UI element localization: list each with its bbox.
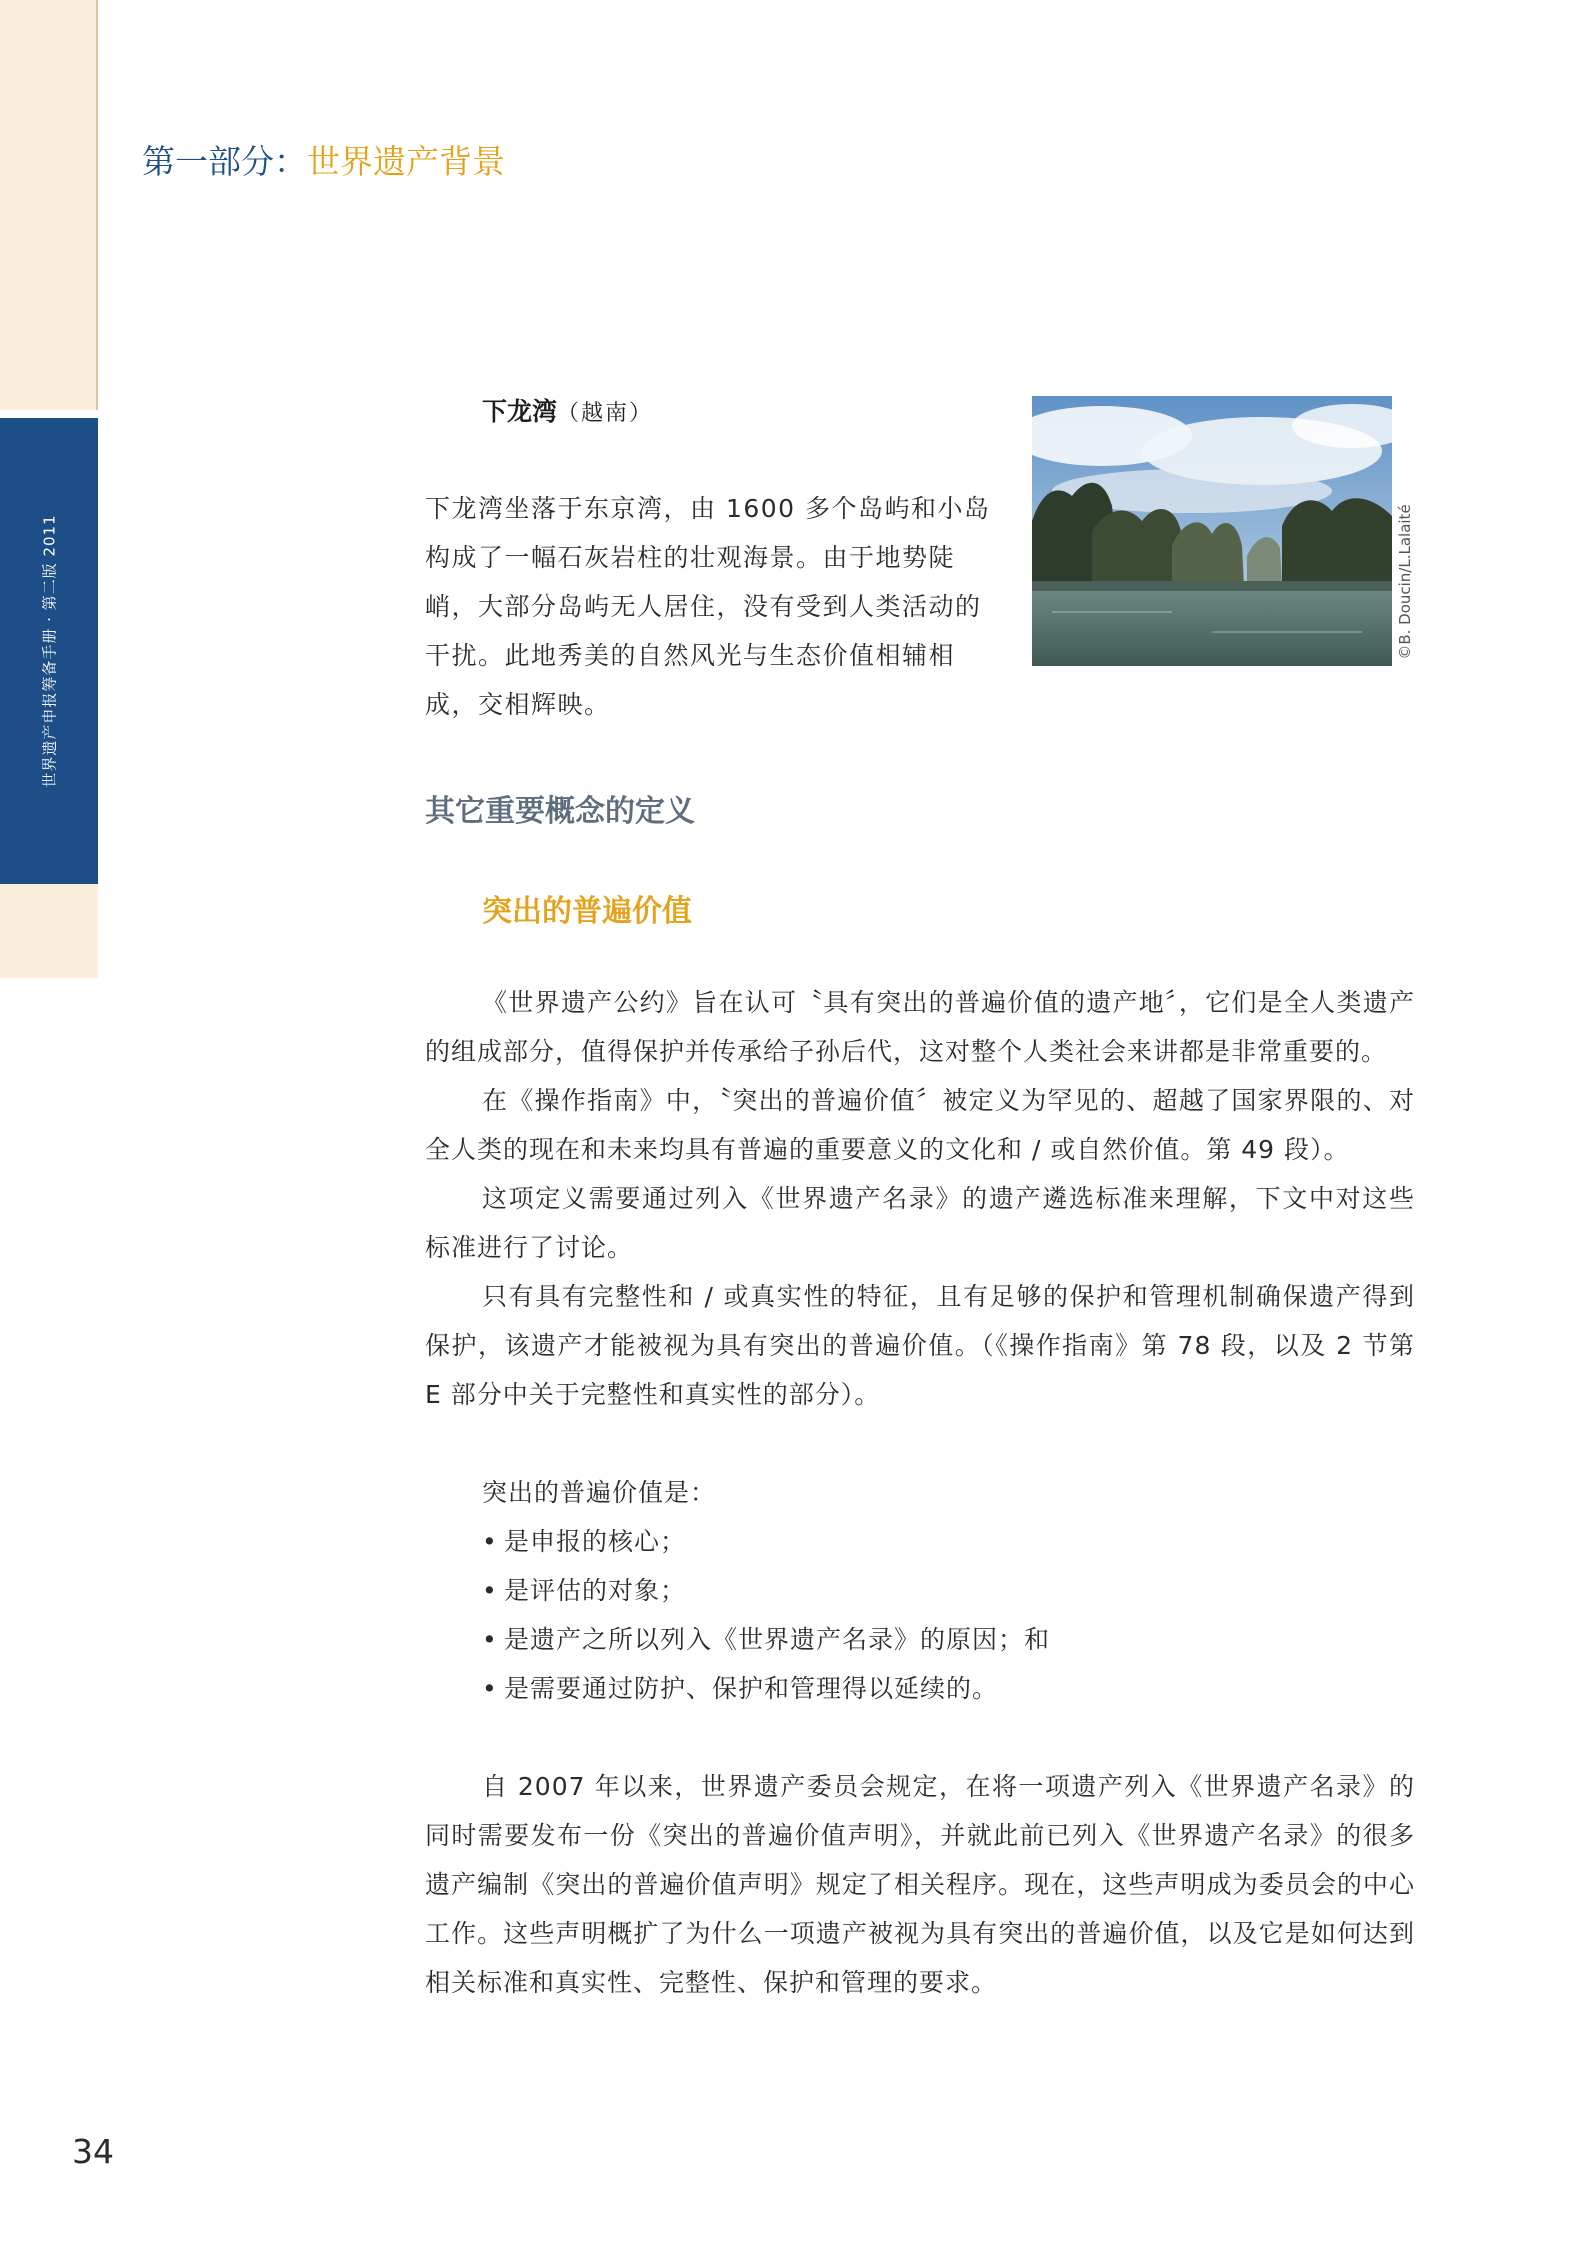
subsection-heading: 突出的普遍价值 bbox=[482, 894, 692, 929]
list-item: • 是评估的对象； bbox=[482, 1576, 687, 1605]
value-list bbox=[425, 1517, 1415, 1713]
site-country: （越南） bbox=[557, 401, 654, 426]
closing-paragraph: 自 2007 年以来，世界遗产委员会规定，在将一项遗产列入《世界遗产名录》的同时需要发布一份《突出的普遍价值声明》，并就此前已列入《世界遗产名录》的很多遗产编制《突出的普遍价值声明》规定了相关程序。现在，这些声明成为委员会的中心工作。这些声明概扩了为什么一项遗产被视为具有突出的普遍价值，以及它是如何达到相关标准和真实性、完整性、保护和管理的要求。 bbox=[425, 1772, 1415, 1997]
sidebar-vertical-text: 世界遗产申报筹备手册 · 第二版 2011 bbox=[40, 514, 59, 788]
part-label: 第一部分： bbox=[142, 142, 307, 181]
body-text bbox=[425, 978, 1415, 2007]
list-item: • 是遗产之所以列入《世界遗产名录》的原因；和 bbox=[482, 1625, 1051, 1654]
part-title: 世界遗产背景 bbox=[307, 142, 505, 181]
sidebar-bottom-band bbox=[0, 884, 98, 978]
halong-bay-photo bbox=[1032, 396, 1392, 666]
sidebar-top-band bbox=[0, 0, 98, 410]
list-intro: 突出的普遍价值是： bbox=[482, 1478, 717, 1507]
site-heading bbox=[482, 392, 653, 428]
paragraph-4: 只有具有完整性和 / 或真实性的特征，且有足够的保护和管理机制确保遗产得到保护，该遗产才能被视为具有突出的普遍价值。（《操作指南》第 78 段，以及 2 节第 E 部分中关于完整性和真实性的部分）。 bbox=[425, 1282, 1415, 1409]
list-item: • 是申报的核心； bbox=[482, 1527, 687, 1556]
paragraph-2: 在《操作指南》中，〝突出的普遍价值〞被定义为罕见的、超越了国家界限的、对全人类的现在和未来均具有普遍的重要意义的文化和 / 或自然价值。第 49 段）。 bbox=[425, 1086, 1415, 1164]
site-name: 下龙湾 bbox=[482, 397, 558, 426]
paragraph-1: 《世界遗产公约》旨在认可〝具有突出的普遍价值的遗产地〞，它们是全人类遗产的组成部分，值得保护并传承给子孙后代，这对整个人类社会来讲都是非常重要的。 bbox=[425, 988, 1415, 1066]
photo-credit: ©B. Doucin/L.Lalaité bbox=[1396, 504, 1414, 660]
page-title bbox=[142, 136, 505, 183]
site-description: 下龙湾坐落于东京湾，由 1600 多个岛屿和小岛构成了一幅石灰岩柱的壮观海景。由于地势陡峭，大部分岛屿无人居住，没有受到人类活动的干扰。此地秀美的自然风光与生态价值相辅相成，交相辉映。 bbox=[425, 494, 991, 719]
section-heading: 其它重要概念的定义 bbox=[425, 794, 695, 829]
paragraph-3: 这项定义需要通过列入《世界遗产名录》的遗产遴选标准来理解，下文中对这些标准进行了讨论。 bbox=[425, 1184, 1415, 1262]
page-number: 34 bbox=[72, 2132, 114, 2171]
list-item: • 是需要通过防护、保护和管理得以延续的。 bbox=[482, 1674, 999, 1703]
